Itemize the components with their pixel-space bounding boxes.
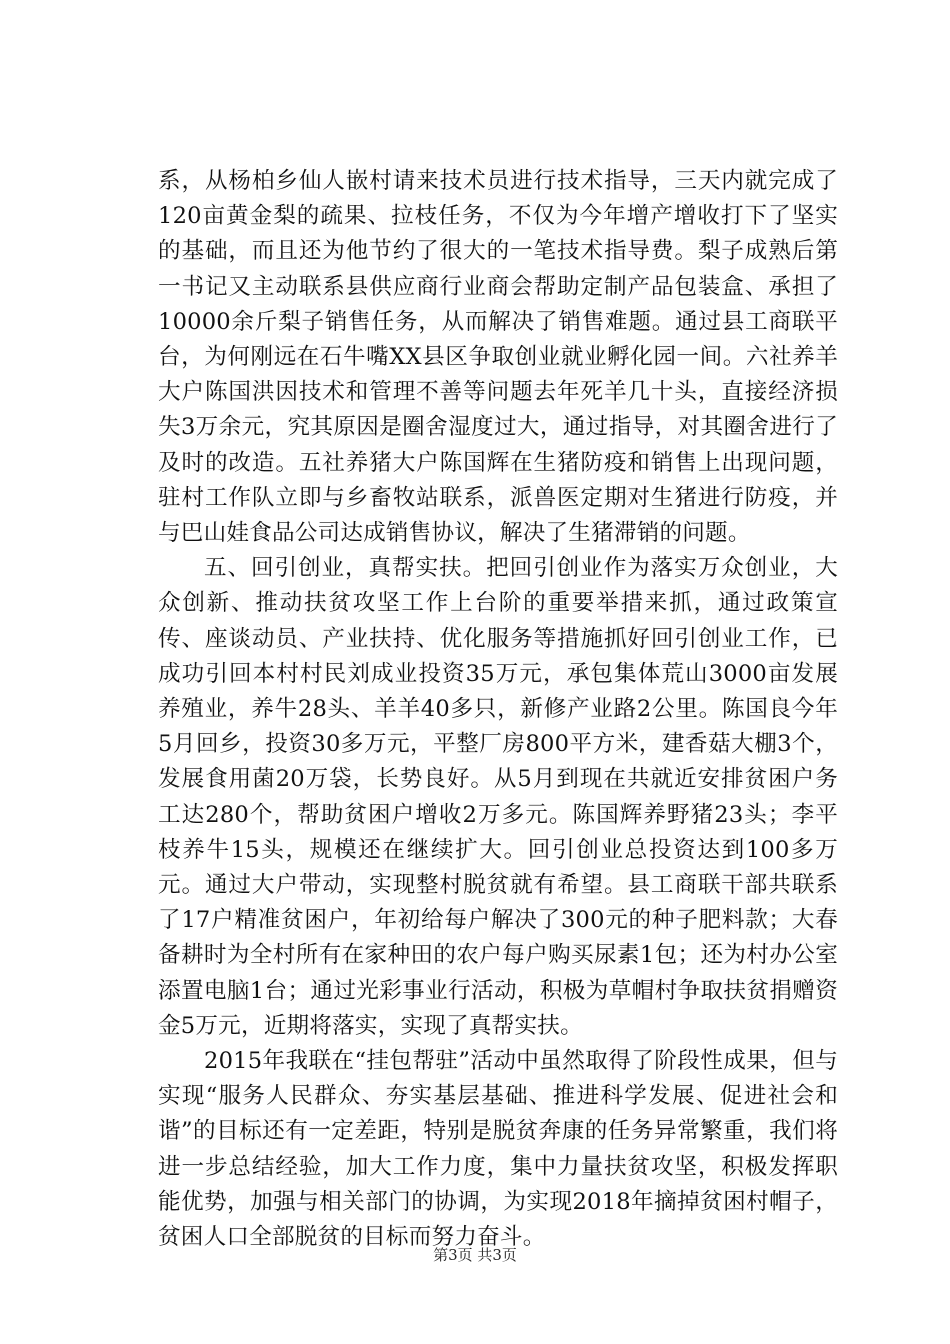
paragraph-section-five: 五、回引创业，真帮实扶。把回引创业作为落实万众创业，大众创新、推动扶贫攻坚工作上台阶的重要举措来抓，通过政策宣传、座谈动员、产业扶持、优化服务等措施抓好回引创业工作，已成功引回本村村民刘成业投资35万元，承包集体荒山3000亩发展养殖业，养牛28头、羊羊40多只，新修产业路2公里。陈国良今年5月回乡，投资30多万元，平整厂房800平方米，建香菇大棚3个，发展食用菌20万袋，长势良好。从5月到现在共就近安排贫困户务工达280个，帮助贫困户增收2万多元。陈国辉养野猪23头；李平枝养牛15头，规模还在继续扩大。回引创业总投资达到100多万元。通过大户带动，实现整村脱贫就有希望。县工商联干部共联系了17户精准贫困户，年初给每户解决了300元的种子肥料款；大春备耕时为全村所有在家种田的农户每户购买尿素1包；还为村办公室添置电脑1台；通过光彩事业行活动，积极为草帽村争取扶贫捐赠资金5万元，近期将落实，实现了真帮实扶。 <box>158 555 838 1039</box>
page-footer <box>0 1245 950 1265</box>
paragraph-conclusion: 2015年我联在“挂包帮驻”活动中虽然取得了阶段性成果，但与实现“服务人民群众、夯实基层基础、推进科学发展、促进社会和谐”的目标还有一定差距，特别是脱贫奔康的任务异常繁重，我们将进一步总结经验，加大工作力度，集中力量扶贫攻坚，积极发挥职能优势，加强与相关部门的协调，为实现2018年摘掉贫困村帽子，贫困人口全部脱贫的目标而努力奋斗。 <box>158 1048 838 1251</box>
document-body <box>158 164 838 1255</box>
page-number: 第3页 共3页 <box>433 1246 517 1264</box>
paragraph-continuation: 系，从杨柏乡仙人嵌村请来技术员进行技术指导，三天内就完成了120亩黄金梨的疏果、拉枝任务，不仅为今年增产增收打下了坚实的基础，而且还为他节约了很大的一笔技术指导费。梨子成熟后第一书记又主动联系县供应商行业商会帮助定制产品包装盒、承担了10000余斤梨子销售任务，从而解决了销售难题。通过县工商联平台，为何刚远在石牛嘴XX县区争取创业就业孵化园一间。六社养羊大户陈国洪因技术和管理不善等问题去年死羊几十头，直接经济损失3万余元，究其原因是圈舍湿度过大，通过指导，对其圈舍进行了及时的改造。五社养猪大户陈国辉在生猪防疫和销售上出现问题，驻村工作队立即与乡畜牧站联系，派兽医定期对生猪进行防疫，并与巴山娃食品公司达成销售协议，解决了生猪滞销的问题。 <box>158 168 838 547</box>
